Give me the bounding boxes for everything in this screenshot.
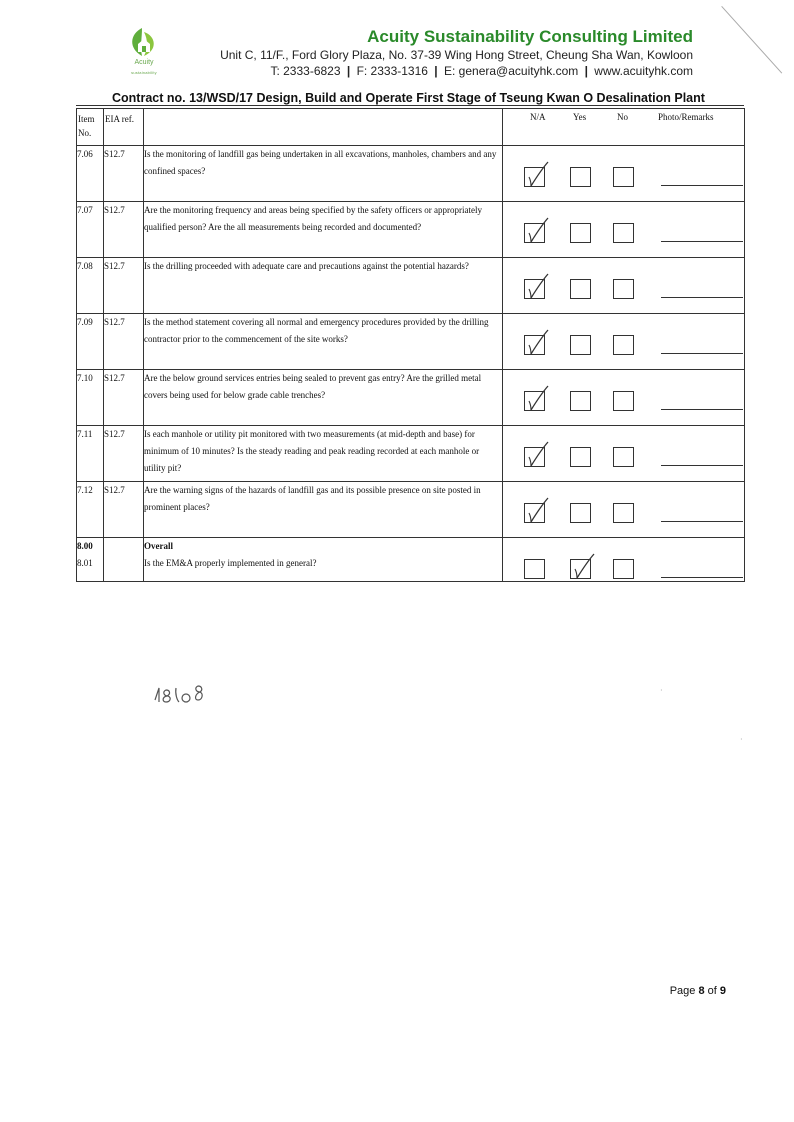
overall-item-cell [77,538,104,582]
question-text: Is the EM&A properly implemented in general? [144,558,317,568]
answer-cell [503,258,745,314]
na-checkbox[interactable] [524,447,545,467]
eia-reference: S12.7 [104,258,144,314]
eia-reference: S12.7 [104,314,144,370]
handwritten-tick-icon [528,216,550,244]
na-checkbox[interactable] [524,559,545,579]
item-number: 7.06 [77,146,104,202]
logo-text: Acuity [134,59,154,66]
eia-reference [104,538,144,582]
handwritten-tick-icon [528,440,550,468]
yes-checkbox[interactable] [570,391,591,411]
question-text: Are the monitoring frequency and areas being specified by the safety officers or appropriately qualified person? Are the all measurements being recorded and documented? [144,202,503,258]
question-header [144,109,503,146]
answer-cell [503,202,745,258]
question-text: Is each manhole or utility pit monitored with two measurements (at mid-depth and base) for minimum of 10 minutes? Is the steady reading and peak reading recorded at each manhole or utility pit? [144,426,503,482]
item-number: 7.12 [77,482,104,538]
fax: F: 2333-1316 [356,64,428,78]
na-checkbox[interactable] [524,167,545,187]
na-checkbox[interactable] [524,223,545,243]
answer-cell [503,370,745,426]
eia-reference: S12.7 [104,482,144,538]
remarks-line [661,185,743,186]
question-text: Are the warning signs of the hazards of landfill gas and its possible presence on site posted in prominent places? [144,482,503,538]
yes-checkbox[interactable] [570,279,591,299]
section-title: Overall [144,541,173,551]
no-checkbox[interactable] [613,391,634,411]
scan-edge-line [721,6,782,74]
handwritten-tick-icon [528,384,550,412]
remarks-header: Photo/Remarks [658,112,714,122]
item-number: 8.01 [77,558,93,568]
no-checkbox[interactable] [613,503,634,523]
company-contact [270,64,693,78]
remarks-line [661,465,743,466]
company-name: Acuity Sustainability Consulting Limited [367,27,693,46]
handwritten-date-signature [150,680,230,710]
table-row [77,146,745,202]
na-checkbox[interactable] [524,391,545,411]
answer-cell [503,146,745,202]
no-checkbox[interactable] [613,167,634,187]
page-number: Page 8 of 9 [669,985,726,997]
no-checkbox[interactable] [613,335,634,355]
yes-checkbox[interactable] [570,167,591,187]
eia-reference: S12.7 [104,202,144,258]
eia-reference: S12.7 [104,426,144,482]
na-checkbox[interactable] [524,279,545,299]
handwritten-tick-icon [528,328,550,356]
letterhead [0,0,794,90]
item-number: 7.08 [77,258,104,314]
separator: | [584,64,588,78]
yes-header: Yes [573,112,587,122]
no-checkbox[interactable] [613,559,634,579]
handwritten-tick-icon [528,496,550,524]
section-number: 8.00 [77,541,93,551]
yes-checkbox[interactable] [570,447,591,467]
separator: | [434,64,438,78]
na-checkbox[interactable] [524,503,545,523]
question-text: Is the method statement covering all normal and emergency procedures provided by the drilling contractor prior to the commencement of the site works? [144,314,503,370]
no-checkbox[interactable] [613,447,634,467]
table-row-overall [77,538,745,582]
item-number: 7.10 [77,370,104,426]
no-checkbox[interactable] [613,223,634,243]
email: E: genera@acuityhk.com [444,64,579,78]
logo-subtext: sustainability [131,70,157,75]
remarks-line [661,241,743,242]
answer-cell [503,314,745,370]
remarks-line [661,353,743,354]
no-header: No [617,112,628,122]
website: www.acuityhk.com [594,64,693,78]
answer-cell [503,426,745,482]
table-row [77,426,745,482]
remarks-line [661,577,743,578]
table-row [77,482,745,538]
handwritten-tick-icon [528,160,550,188]
handwritten-tick-icon [574,552,596,580]
answer-cell [503,482,745,538]
contract-title: Contract no. 13/WSD/17 Design, Build and Operate First Stage of Tseung Kwan O Desalination Plant [112,91,705,105]
separator: | [346,64,351,78]
item-no-header: Item No. [77,109,104,146]
telephone: T: 2333-6823 [270,64,341,78]
table-row [77,370,745,426]
table-row [77,258,745,314]
table-header-row [77,109,745,146]
overall-question-cell [144,538,503,582]
answer-header [503,109,745,146]
eia-ref-header: EIA ref. [104,109,144,146]
company-logo [112,24,176,80]
yes-checkbox[interactable] [570,503,591,523]
scan-speck: · [740,735,743,744]
eia-reference: S12.7 [104,146,144,202]
title-rule [76,105,744,106]
table-row [77,202,745,258]
na-header: N/A [530,112,546,122]
yes-checkbox[interactable] [570,559,591,579]
table-row [77,314,745,370]
question-text: Is the monitoring of landfill gas being undertaken in all excavations, manholes, chambers and any confined spaces? [144,146,503,202]
question-text: Is the drilling proceeded with adequate care and precautions against the potential hazards? [144,258,503,314]
item-number: 7.07 [77,202,104,258]
yes-checkbox[interactable] [570,223,591,243]
handwritten-tick-icon [528,272,550,300]
no-checkbox[interactable] [613,279,634,299]
company-address: Unit C, 11/F., Ford Glory Plaza, No. 37-39 Wing Hong Street, Cheung Sha Wan, Kowloon [220,48,693,62]
checklist-table [76,108,745,582]
yes-checkbox[interactable] [570,335,591,355]
remarks-line [661,409,743,410]
remarks-line [661,521,743,522]
remarks-line [661,297,743,298]
eia-reference: S12.7 [104,370,144,426]
answer-cell [503,538,745,582]
question-text: Are the below ground services entries being sealed to prevent gas entry? Are the grilled metal covers being used for below grade cable trenches? [144,370,503,426]
na-checkbox[interactable] [524,335,545,355]
item-number: 7.11 [77,426,104,482]
item-number: 7.09 [77,314,104,370]
scan-speck: · [660,686,663,695]
